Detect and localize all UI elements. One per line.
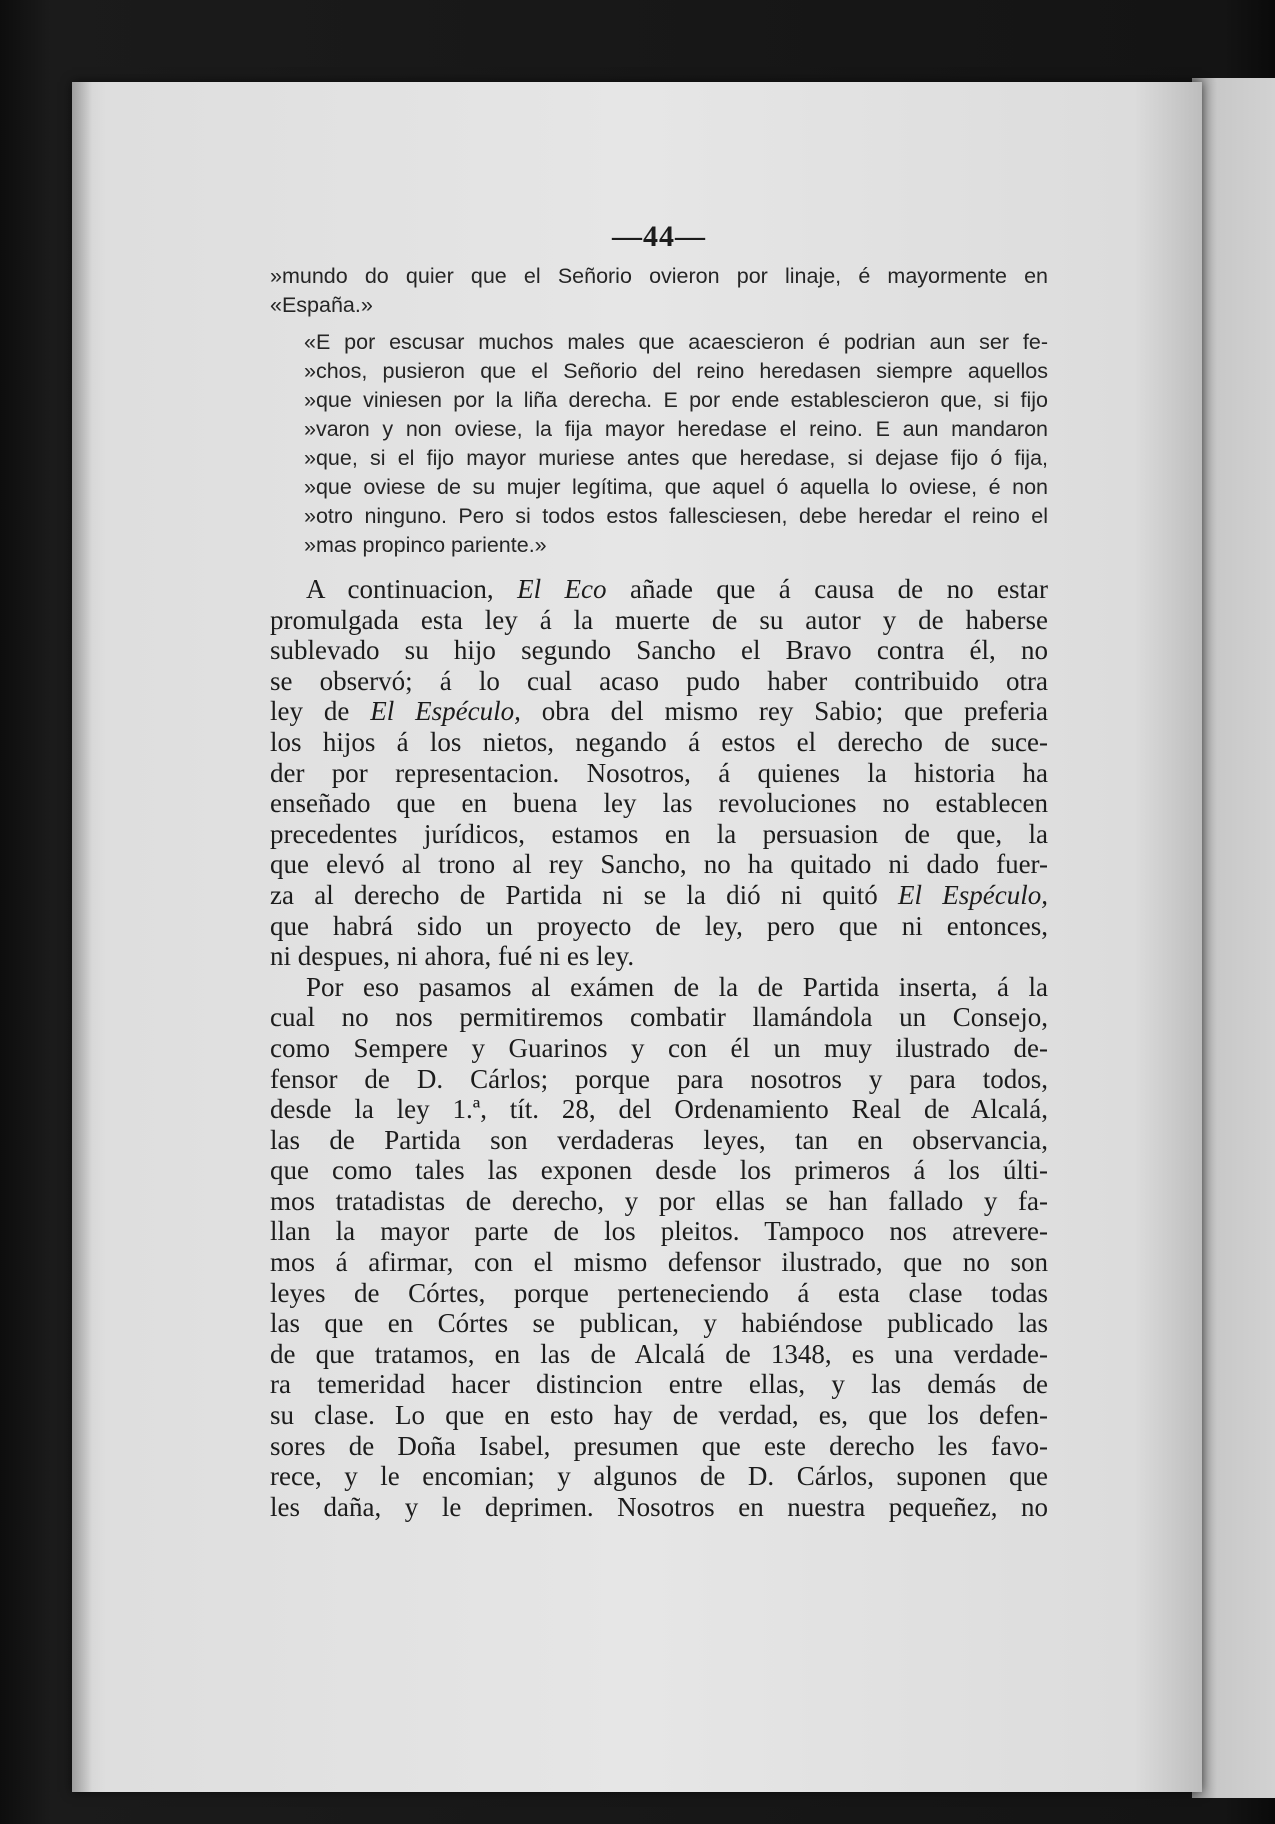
text-line: mos á afirmar, con el mismo defensor ilustrado, que no son [270,1247,1048,1278]
text-line: leyes de Córtes, porque perteneciendo á esta clase todas [270,1277,1048,1308]
text-line: que elevó al trono al rey Sancho, no ha quitado ni dado fuer- [270,849,1048,880]
text-line: enseñado que en buena ley las revoluciones no establecen [270,788,1048,819]
page-text [270,220,1048,1522]
text-line: las de Partida son verdaderas leyes, tan en observancia, [270,1124,1048,1155]
quote-line: »mundo do quier que el Señorio ovieron por linaje, é mayormente en [270,264,1048,288]
page-gutter-shadow [72,82,92,1792]
text-line: cual no nos permitiremos combatir llamándola un Consejo, [270,1002,1048,1033]
quote-block-2 [270,328,1048,560]
quote-line: «E por escusar muchos males que acaescieron é podrian aun ser fe- [304,330,1048,354]
text-line: como Sempere y Guarinos y con él un muy ilustrado de- [270,1032,1048,1063]
quote-line: »chos, pusieron que el Señorio del reino heredasen siempre aquellos [304,359,1048,383]
text-line: que habrá sido un proyecto de ley, pero que ni entonces, [270,910,1048,941]
text-line: der por representacion. Nosotros, á quienes la historia ha [270,757,1048,788]
text-line: su clase. Lo que en esto hay de verdad, es, que los defen- [270,1400,1048,1431]
paragraph-2 [270,972,1048,1523]
quote-line: »que, si el fijo mayor muriese antes que heredase, si dejase fijo ó fija, [304,446,1048,470]
quote-line: »varon y non oviese, la fija mayor heredase el reino. E aun mandaron [304,417,1048,441]
text-line: sublevado su hijo segundo Sancho el Bravo contra él, no [270,635,1048,666]
text-line: sores de Doña Isabel, presumen que este derecho les favo- [270,1430,1048,1461]
text-line: rece, y le encomian; y algunos de D. Cárlos, suponen que [270,1461,1048,1492]
text-line: las que en Córtes se publican, y habiéndose publicado las [270,1308,1048,1339]
text-line: A continuacion, El Eco añade que á causa de no estar [306,574,1048,604]
text-line: Por eso pasamos al exámen de la de Partida inserta, á la [306,971,1048,1002]
text-line: fensor de D. Cárlos; porque para nosotros y para todos, [270,1063,1048,1094]
quote-line: »mas propinco pariente.» [304,533,547,557]
quote-block-1 [270,262,1048,320]
italic-title: El Espéculo, [898,879,1048,910]
text-line: ni despues, ni ahora, fué ni es ley. [270,941,635,972]
text-line: ley de El Espéculo, obra del mismo rey Sabio; que preferia [270,696,1048,727]
text-line: llan la mayor parte de los pleitos. Tampoco nos atrevere- [270,1216,1048,1247]
text-line: za al derecho de Partida ni se la dió ni quitó El Espéculo, [270,879,1048,910]
facing-page-edge [1192,78,1275,1798]
text-line: desde la ley 1.ª, tít. 28, del Ordenamiento Real de Alcalá, [270,1094,1048,1125]
quote-line: »que oviese de su mujer legítima, que aquel ó aquella lo oviese, é non [304,475,1048,499]
text-line: que como tales las exponen desde los primeros á los últi- [270,1155,1048,1186]
quote-line: »otro ninguno. Pero si todos estos fallesciesen, debe heredar el reino el [304,504,1048,528]
text-line: ra temeridad hacer distincion entre ellas, y las demás de [270,1369,1048,1400]
page-number: —44— [612,220,706,253]
text-line: los hijos á los nietos, negando á estos el derecho de suce- [270,726,1048,757]
text-line: precedentes jurídicos, estamos en la persuasion de que, la [270,818,1048,849]
italic-title: El Espéculo, [370,696,521,727]
text-line: promulgada esta ley á la muerte de su autor y de haberse [270,604,1048,635]
quote-line: «España.» [270,293,373,317]
paragraph-1 [270,574,1048,972]
italic-title: El Eco [517,574,607,604]
text-line: de que tratamos, en las de Alcalá de 1348, es una verdade- [270,1338,1048,1369]
text-line: se observó; á lo cual acaso pudo haber contribuido otra [270,665,1048,696]
text-line: les daña, y le deprimen. Nosotros en nuestra pequeñez, no [270,1491,1048,1522]
quote-line: »que viniesen por la liña derecha. E por ende establescieron que, si fijo [304,388,1048,412]
text-line: mos tratadistas de derecho, y por ellas se han fallado y fa- [270,1185,1048,1216]
